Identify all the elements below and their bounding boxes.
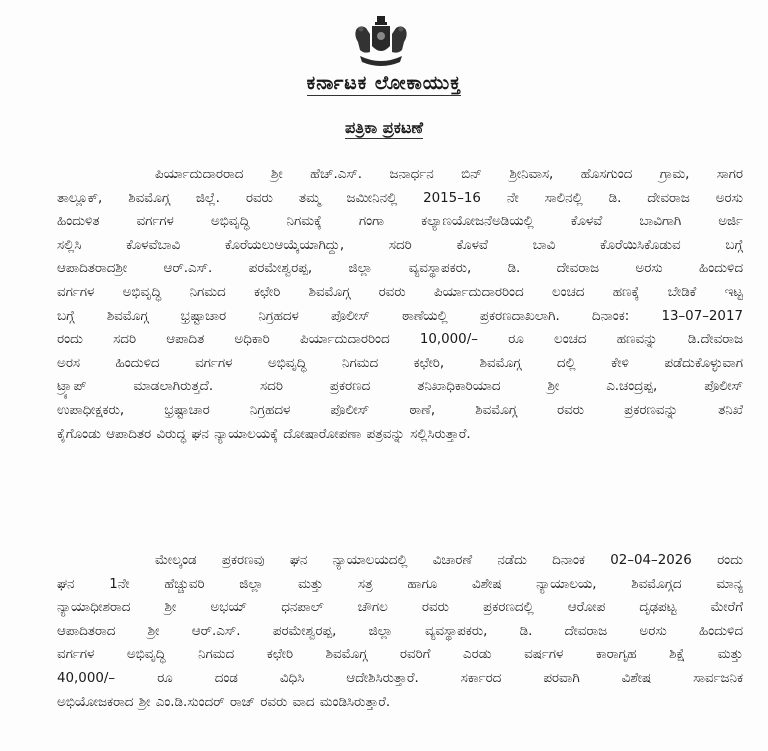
paragraph-line: ಸಲ್ಲಿಸಿ ಕೊಳವೆಬಾವಿ ಕೊರೆಯಲುಆಯ್ಕೆಯಾಗಿದ್ದು, ಸದರಿ ಕೊಳವೆ ಬಾವಿ ಕೊರೆಯಿಸಿಕೊಡುವ ಬಗ್ಗೆ [57, 237, 743, 253]
paragraph-case-background [57, 163, 743, 446]
paragraph-line: ತಾಲ್ಲೂಕ್, ಶಿವಮೊಗ್ಗ ಜಿಲ್ಲೆ. ರವರು ತಮ್ಮ ಜಮೀನಿನಲ್ಲಿ 2015–16 ನೇ ಸಾಲಿನಲ್ಲಿ ಡಿ. ದೇವರಾಜ ಅರಸು [57, 190, 743, 206]
paragraph-line: ಆಪಾದಿತರಾದ ಶ್ರೀ ಆರ್.ಎಸ್. ಪರಮೇಶ್ವರಪ್ಪ, ಜಿಲ್ಲಾ ವ್ಯವಸ್ಥಾಪಕರು, ಡಿ. ದೇವರಾಜ ಅರಸು ಹಿಂದುಳಿದ [57, 623, 743, 639]
organization-name: ಕರ್ನಾಟಕ ಲೋಕಾಯುಕ್ತ [306, 72, 462, 94]
paragraph-line: ಅಭಿಯೋಜಕರಾದ ಶ್ರೀ ಎಂ.ಡಿ.ಸುಂದರ್ ರಾಜ್ ರವರು ವಾದ ಮಂಡಿಸಿರುತ್ತಾರೆ. [57, 694, 391, 710]
paragraph-court-verdict [57, 549, 743, 714]
karnataka-emblem-icon [350, 14, 412, 70]
paragraph-line: ಪಿರ್ಯಾದುದಾರರಾದ ಶ್ರೀ ಹೆಚ್.ಎಸ್. ಜನಾರ್ಧನ ಬಿನ್ ಶ್ರೀನಿವಾಸ, ಹೊಸಗುಂದ ಗ್ರಾಮ, ಸಾಗರ [155, 167, 743, 182]
paragraph-line: ನ್ಯಾಯಾಧೀಶರಾದ ಶ್ರೀ ಅಭಯ್ ಧನಪಾಲ್ ಚೌಗಲ ರವರು ಪ್ರಕರಣದಲ್ಲಿ ಆರೋಪ ದೃಢಪಟ್ಟ ಮೇರೆಗೆ [57, 600, 743, 616]
paragraph-line: 40,000/– ರೂ ದಂಡ ವಿಧಿಸಿ ಆದೇಶಿಸಿರುತ್ತಾರೆ. ಸರ್ಕಾರದ ಪರವಾಗಿ ವಿಶೇಷ ಸಾರ್ವಜನಿಕ [57, 670, 743, 686]
paragraph-line: ವರ್ಗಗಳ ಅಭಿವೃದ್ಧಿ ನಿಗಮದ ಕಛೇರಿ ಶಿವಮೊಗ್ಗ ರವರಿಗೆ ಎರಡು ವರ್ಷಗಳ ಕಾರಾಗೃಹ ಶಿಕ್ಷೆ ಮತ್ತು [57, 647, 743, 663]
paragraph-line: ಆಪಾದಿತರಾದಶ್ರೀ ಆರ್.ಎಸ್. ಪರಮೇಶ್ವರಪ್ಪ, ಜಿಲ್ಲಾ ವ್ಯವಸ್ಥಾಪಕರು, ಡಿ. ದೇವರಾಜ ಅರಸು ಹಿಂದುಳಿದ [57, 261, 743, 277]
paragraph-line: ರಂದು ಸದರಿ ಆಪಾದಿತ ಅಧಿಕಾರಿ ಪಿರ್ಯಾದುದಾರರಿಂದ 10,000/– ರೂ ಲಂಚದ ಹಣವನ್ನು ಡಿ.ದೇವರಾಜ [57, 332, 743, 348]
organization-title [0, 72, 768, 94]
paragraph-line: ಘನ 1ನೇ ಹೆಚ್ಚುವರಿ ಜಿಲ್ಲಾ ಮತ್ತು ಸತ್ರ ಹಾಗೂ ವಿಶೇಷ ನ್ಯಾಯಾಲಯ, ಶಿವಮೊಗ್ಗದ ಮಾನ್ಯ [57, 576, 743, 592]
paragraph-line: ಹಿಂದುಳಿತ ವರ್ಗಗಳ ಅಭಿವೃದ್ಧಿ ನಿಗಮಕ್ಕೆ ಗಂಗಾ ಕಲ್ಯಾಣಯೋಜನೆಅಡಿಯಲ್ಲಿ ಕೊಳವೆ ಬಾವಿಗಾಗಿ ಅರ್ಜಿ [57, 214, 743, 230]
press-release-heading: ಪತ್ರಿಕಾ ಪ್ರಕಟಣೆ [344, 118, 424, 137]
document-title [0, 118, 768, 138]
paragraph-line: ವರ್ಗಗಳ ಅಭಿವೃದ್ಧಿ ನಿಗಮದ ಕಛೇರಿ ಶಿವಮೊಗ್ಗ ರವರು ಪಿರ್ಯಾದುದಾರರಿಂದ ಲಂಚದ ಹಣಕ್ಕೆ ಬೇಡಿಕೆ ಇಟ್ಟ [57, 284, 743, 300]
paragraph-line: ಉಪಾಧೀಕ್ಷಕರು, ಭ್ರಷ್ಟಾಚಾರ ನಿಗ್ರಹದಳ ಪೊಲೀಸ್ ಠಾಣೆ, ಶಿವಮೊಗ್ಗ ರವರು ಪ್ರಕರಣವನ್ನು ತನಿಖೆ [57, 402, 743, 418]
paragraph-line: ಅರಸ ಹಿಂದುಳಿದ ವರ್ಗಗಳ ಅಭಿವೃದ್ಧಿ ನಿಗಮದ ಕಛೇರಿ, ಶಿವಮೊಗ್ಗ ದಲ್ಲಿ ಕೇಳಿ ಪಡೆದುಕೊಳ್ಳುವಾಗ [57, 355, 743, 371]
paragraph-line: ಟ್ರ್ಯಾಪ್ ಮಾಡಲಾಗಿರುತ್ತದೆ. ಸದರಿ ಪ್ರಕರಣದ ತನಿಖಾಧಿಕಾರಿಯಾದ ಶ್ರೀ ಎ.ಚಂದ್ರಪ್ಪ, ಪೊಲೀಸ್ [57, 379, 743, 395]
paragraph-line: ಮೇಲ್ಕಂಡ ಪ್ರಕರಣವು ಘನ ನ್ಯಾಯಾಲಯದಲ್ಲಿ ವಿಚಾರಣೆ ನಡೆದು ದಿನಾಂಕ 02–04–2026 ರಂದು [155, 553, 743, 568]
paragraph-line: ಕೈಗೊಂಡು ಆಪಾದಿತರ ವಿರುದ್ಧ ಘನ ನ್ಯಾಯಾಲಯಕ್ಕೆ ದೋಷಾರೋಪಣಾ ಪತ್ರವನ್ನು ಸಲ್ಲಿಸಿರುತ್ತಾರೆ. [57, 426, 471, 442]
paragraph-line: ಬಗ್ಗೆ ಶಿವಮೊಗ್ಗ ಭ್ರಷ್ಟಾಚಾರ ನಿಗ್ರಹದಳ ಪೊಲೀಸ್ ಠಾಣೆಯಲ್ಲಿ ಪ್ರಕರಣದಾಖಲಾಗಿ. ದಿನಾಂಕ: 13–07–2017 [57, 308, 743, 324]
